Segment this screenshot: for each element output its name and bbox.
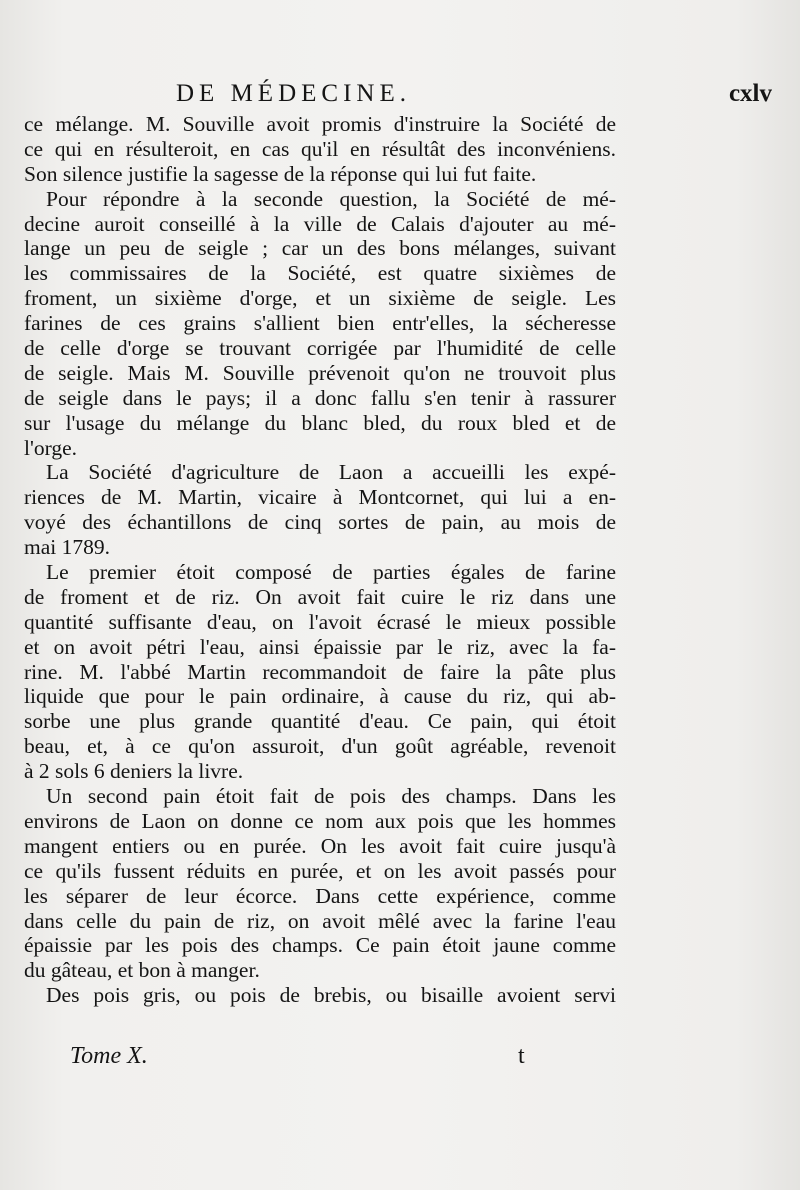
running-title: DE MÉDECINE. <box>176 80 411 107</box>
text-line: rine. M. l'abbé Martin recommandoit de faire la pâte plus <box>24 659 616 684</box>
text-line: sorbe une plus grande quantité d'eau. Ce pain, qui étoit <box>24 709 616 734</box>
text-line: les commissaires de la Société, est quatre sixièmes de <box>24 261 616 286</box>
text-line: Des pois gris, ou pois de brebis, ou bisaille avoient servi <box>46 983 616 1008</box>
text-line: Le premier étoit composé de parties égales de farine <box>46 560 616 585</box>
text-line: liquide que pour le pain ordinaire, à cause du riz, qui ab- <box>24 684 616 709</box>
text-line: à 2 sols 6 deniers la livre. <box>24 759 244 784</box>
text-line: Son silence justifie la sagesse de la réponse qui lui fut faite. <box>24 161 537 186</box>
text-line: decine auroit conseillé à la ville de Calais d'ajouter au mé- <box>24 211 616 236</box>
text-line: ce qu'ils fussent réduits en purée, et on les avoit passés pour <box>24 858 616 883</box>
volume-label: Tome X. <box>70 1043 148 1069</box>
text-line: quantité suffisante d'eau, on l'avoit écrasé le mieux possible <box>24 609 616 634</box>
text-line: beau, et, à ce qu'on assuroit, d'un goût agréable, revenoit <box>24 734 616 759</box>
text-line: lange un peu de seigle ; car un des bons mélanges, suivant <box>24 236 616 261</box>
text-line: ce mélange. M. Souville avoit promis d'instruire la Société de <box>24 112 616 136</box>
text-line: ce qui en résulteroit, en cas qu'il en résultât des inconvéniens. <box>24 136 616 161</box>
text-line: farines de ces grains s'allient bien entr'elles, la sécheresse <box>24 311 616 336</box>
text-line: Un second pain étoit fait de pois des champs. Dans les <box>46 784 616 809</box>
text-line: froment, un sixième d'orge, et un sixième de seigle. Les <box>24 286 616 311</box>
signature-mark: t <box>518 1043 525 1069</box>
text-line: de froment et de riz. On avoit fait cuire le riz dans une <box>24 584 616 609</box>
text-line: l'orge. <box>24 435 78 460</box>
text-line: les séparer de leur écorce. Dans cette expérience, comme <box>24 883 616 908</box>
text-line: sur l'usage du mélange du blanc bled, du roux bled et de <box>24 410 616 435</box>
text-line: de seigle. Mais M. Souville prévenoit qu'on ne trouvoit plus <box>24 360 616 385</box>
text-line: environs de Laon on donne ce nom aux pois que les hommes <box>24 808 616 833</box>
text-line: épaissie par les pois des champs. Ce pain étoit jaune comme <box>24 933 616 958</box>
text-line: Pour répondre à la seconde question, la Société de mé- <box>46 186 616 211</box>
text-line: La Société d'agriculture de Laon a accueilli les expé- <box>46 460 616 485</box>
page-footer <box>0 1043 800 1075</box>
text-line: de seigle dans le pays; il a donc fallu s'en tenir à rassurer <box>24 385 616 410</box>
text-line: de celle d'orge se trouvant corrigée par l'humidité de celle <box>24 336 616 361</box>
page-header <box>0 80 800 114</box>
text-line: du gâteau, et bon à manger. <box>24 958 260 983</box>
text-line: dans celle du pain de riz, on avoit mêlé avec la farine l'eau <box>24 908 616 933</box>
text-line: voyé des échantillons de cinq sortes de pain, au mois de <box>24 510 616 535</box>
body-text <box>24 112 616 1008</box>
text-line: mangent entiers ou en purée. On les avoit fait cuire jusqu'à <box>24 833 616 858</box>
page-number: cxlv <box>728 80 772 107</box>
text-line: et on avoit pétri l'eau, ainsi épaissie par le riz, avec la fa- <box>24 634 616 659</box>
text-line: mai 1789. <box>24 535 110 560</box>
text-line: riences de M. Martin, vicaire à Montcornet, qui lui a en- <box>24 485 616 510</box>
